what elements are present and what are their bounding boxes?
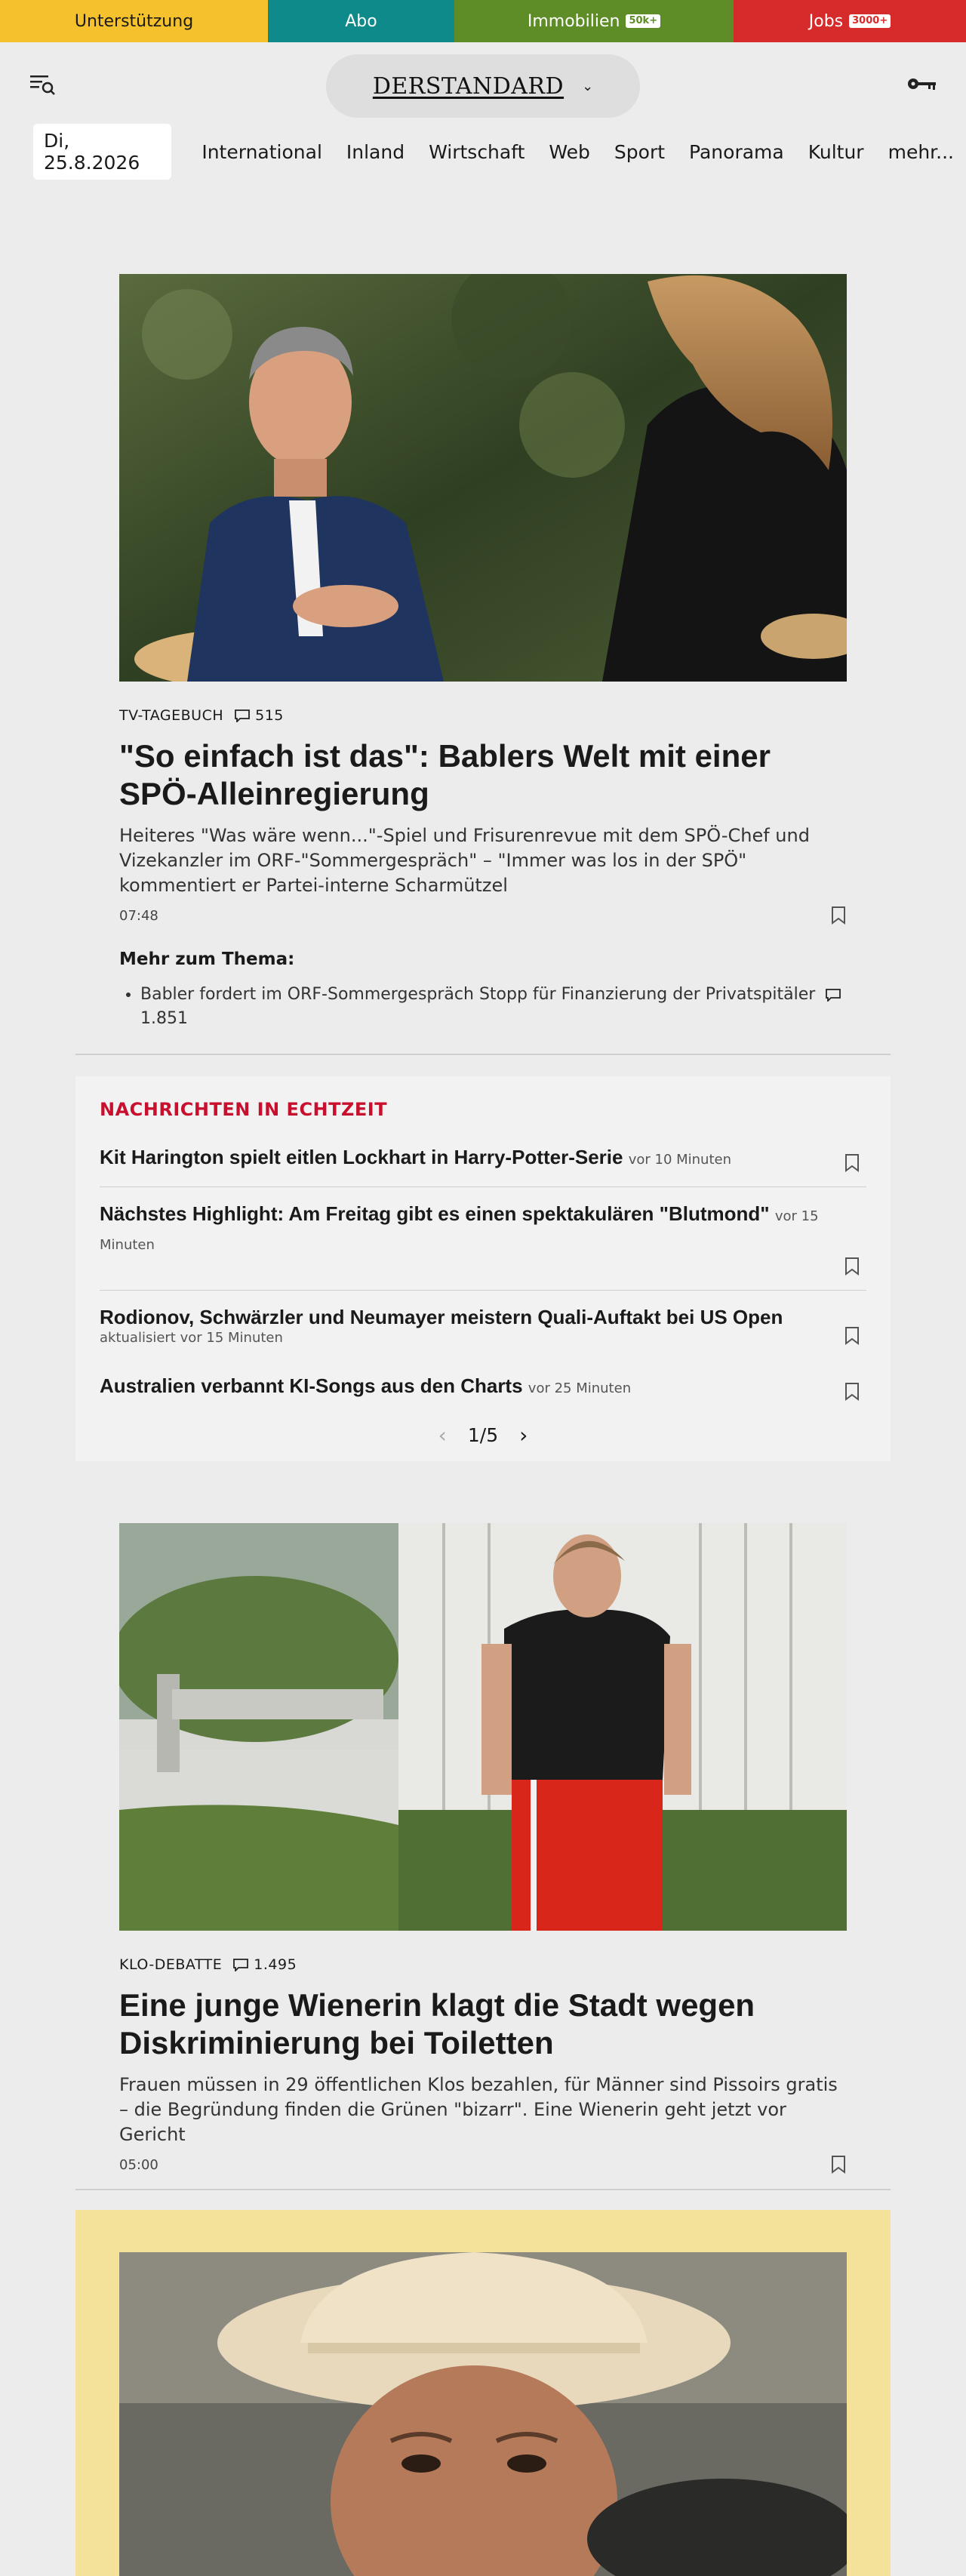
bookmark-icon[interactable] — [844, 1382, 860, 1402]
section-divider — [75, 1054, 891, 1055]
article-time: 07:48 — [119, 907, 158, 924]
article-meta — [119, 906, 847, 925]
comment-count[interactable] — [232, 1956, 297, 1973]
jobs-badge: 3000+ — [849, 14, 891, 28]
live-item-headline: Nächstes Highlight: Am Freitag gibt es einen spektakulären "Blutmond" — [100, 1202, 770, 1225]
immobilien-badge: 50k+ — [626, 14, 660, 28]
article-meta — [119, 2155, 847, 2174]
comment-count-value: 515 — [255, 707, 284, 724]
related-list — [140, 983, 847, 1031]
live-item[interactable] — [100, 1359, 866, 1415]
section-divider — [75, 2189, 891, 2190]
abo-label: Abo — [345, 11, 377, 31]
article-image[interactable] — [119, 274, 847, 682]
bookmark-icon[interactable] — [830, 2155, 847, 2174]
article-kicker[interactable]: TV-TAGEBUCH — [119, 707, 224, 724]
live-item-time: vor 15 Minuten — [100, 1208, 819, 1253]
logo-switcher[interactable] — [326, 54, 640, 118]
live-item-headline: Rodionov, Schwärzler und Neumayer meistern Quali-Auftakt bei US Open — [100, 1306, 783, 1328]
service-bar — [0, 0, 966, 42]
feature-image[interactable] — [119, 2252, 847, 2576]
site-header — [0, 42, 966, 125]
live-pager — [75, 1423, 891, 1448]
nav-item-sport[interactable]: Sport — [614, 140, 666, 163]
live-item[interactable] — [100, 1187, 866, 1291]
live-item-time: aktualisiert vor 15 Minuten — [100, 1330, 283, 1346]
live-item[interactable] — [100, 1131, 866, 1187]
comment-icon — [234, 709, 251, 722]
article-kicker[interactable]: KLO-DEBATTE — [119, 1956, 223, 1973]
related-comment-count: 1.851 — [140, 1009, 188, 1028]
article-headline[interactable]: Eine junge Wienerin klagt die Stadt wegen Diskriminierung bei Toiletten — [119, 1987, 755, 2060]
date-display: Di, 25.8.2026 — [33, 124, 171, 180]
live-item-time: vor 10 Minuten — [628, 1152, 732, 1168]
menu-search-icon[interactable] — [29, 71, 59, 98]
comment-icon — [232, 1958, 249, 1971]
immobilien-label: Immobilien — [527, 11, 620, 31]
comment-count[interactable] — [234, 707, 284, 724]
article-klo-debatte[interactable] — [119, 1523, 847, 2174]
abo-link[interactable] — [268, 0, 454, 42]
nav-item-wirtschaft[interactable]: Wirtschaft — [429, 140, 525, 163]
bookmark-icon[interactable] — [844, 1153, 860, 1173]
bookmark-icon[interactable] — [844, 1326, 860, 1346]
article-babler[interactable] — [119, 274, 847, 1031]
nav-item-panorama[interactable]: Panorama — [689, 140, 784, 163]
nav-item-international[interactable]: International — [202, 140, 322, 163]
related-item[interactable] — [140, 983, 847, 1031]
live-item-headline: Kit Harington spielt eitlen Lockhart in Harry-Potter-Serie — [100, 1146, 623, 1168]
chevron-down-icon: ⌄ — [582, 78, 594, 94]
support-link[interactable] — [0, 0, 268, 42]
article-teaser: Frauen müssen in 29 öffentlichen Klos bezahlen, für Männer sind Pissoirs gratis – die Begründung finden die Grünen "bizarr". Eine Wienerin geht jetzt vor Gericht — [119, 2074, 838, 2145]
article-kicker-row — [119, 1956, 847, 1973]
pager-indicator: 1/5 — [467, 1424, 499, 1446]
immobilien-link[interactable] — [454, 0, 734, 42]
live-item-time: vor 25 Minuten — [528, 1380, 632, 1396]
nav-item-mehr[interactable]: mehr... — [888, 140, 954, 163]
jobs-label: Jobs — [808, 11, 844, 31]
live-ticker — [75, 1076, 891, 1461]
article-headline[interactable]: "So einfach ist das": Bablers Welt mit einer SPÖ-Alleinregierung — [119, 738, 771, 811]
live-item-headline: Australien verbannt KI-Songs aus den Charts — [100, 1374, 523, 1397]
bookmark-icon[interactable] — [830, 906, 847, 925]
article-teaser: Heiteres "Was wäre wenn..."-Spiel und Frisurenrevue mit dem SPÖ-Chef und Vizekanzler im ORF-"Sommergespräch" – "Immer was los in der SPÖ" kommentiert er Partei-interne Scharmützel — [119, 825, 810, 896]
nav-item-inland[interactable]: Inland — [346, 140, 405, 163]
section-nav — [33, 124, 966, 180]
comment-icon — [825, 988, 841, 1002]
article-kicker-row — [119, 707, 847, 724]
related-headline: Babler fordert im ORF-Sommergespräch Stopp für Finanzierung der Privatspitäler — [140, 985, 816, 1004]
site-logo: DERSTANDARD — [372, 72, 565, 100]
live-item[interactable] — [100, 1291, 866, 1359]
bookmark-icon[interactable] — [844, 1257, 860, 1276]
article-time: 05:00 — [119, 2156, 158, 2173]
related-title: Mehr zum Thema: — [119, 949, 295, 969]
live-ticker-title: NACHRICHTEN IN ECHTZEIT — [100, 1099, 388, 1120]
key-icon[interactable] — [906, 72, 939, 95]
chevron-right-icon[interactable]: › — [519, 1423, 528, 1448]
article-image[interactable] — [119, 1523, 847, 1931]
jobs-link[interactable] — [734, 0, 966, 42]
nav-item-kultur[interactable]: Kultur — [808, 140, 864, 163]
feature-block — [75, 2210, 891, 2576]
nav-item-web[interactable]: Web — [549, 140, 590, 163]
comment-count-value: 1.495 — [254, 1956, 297, 1973]
chevron-left-icon[interactable]: ‹ — [438, 1423, 447, 1448]
support-label: Unterstützung — [74, 11, 194, 31]
